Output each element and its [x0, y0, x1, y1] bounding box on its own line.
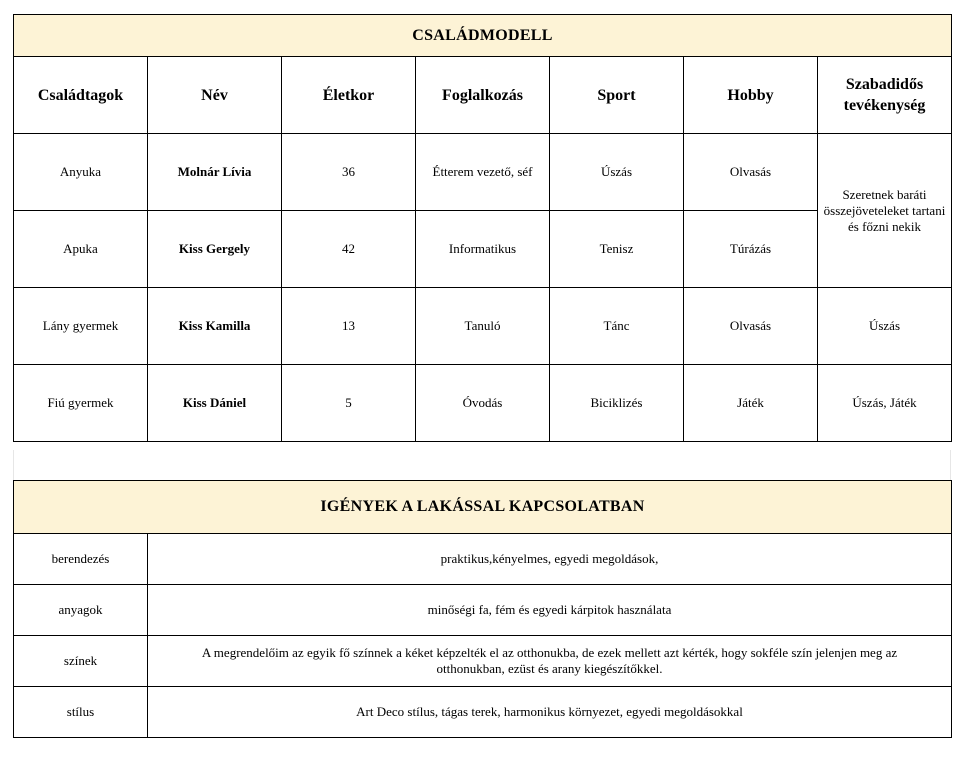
occupation-cell: Óvodás	[416, 365, 550, 442]
table-row-daughter	[14, 288, 952, 365]
table-row-style	[14, 687, 952, 738]
sport-cell: Tánc	[550, 288, 684, 365]
hobby-cell: Játék	[684, 365, 818, 442]
member-cell: Fiú gyermek	[14, 365, 148, 442]
header-occupation: Foglalkozás	[416, 57, 550, 134]
table-row-colors	[14, 636, 952, 687]
name-cell: Molnár Lívia	[148, 134, 282, 211]
table-row-father	[14, 211, 952, 288]
name-cell: Kiss Kamilla	[148, 288, 282, 365]
header-leisure: Szabadidős tevékenység	[818, 57, 952, 134]
member-cell: Lány gyermek	[14, 288, 148, 365]
occupation-cell: Étterem vezető, séf	[416, 134, 550, 211]
need-label: berendezés	[14, 534, 148, 585]
leisure-cell: Úszás, Játék	[818, 365, 952, 442]
sport-cell: Tenisz	[550, 211, 684, 288]
apartment-needs-table	[13, 480, 952, 738]
hobby-cell: Olvasás	[684, 288, 818, 365]
age-cell: 13	[282, 288, 416, 365]
need-value: praktikus,kényelmes, egyedi megoldások,	[148, 534, 952, 585]
header-sport: Sport	[550, 57, 684, 134]
header-hobby: Hobby	[684, 57, 818, 134]
age-cell: 5	[282, 365, 416, 442]
sport-cell: Úszás	[550, 134, 684, 211]
age-cell: 36	[282, 134, 416, 211]
header-name: Név	[148, 57, 282, 134]
need-label: színek	[14, 636, 148, 687]
table-spacer	[13, 450, 951, 480]
needs-table-title: IGÉNYEK A LAKÁSSAL KAPCSOLATBAN	[14, 481, 952, 534]
header-members: Családtagok	[14, 57, 148, 134]
table-row-materials	[14, 585, 952, 636]
occupation-cell: Tanuló	[416, 288, 550, 365]
name-cell: Kiss Gergely	[148, 211, 282, 288]
name-cell: Kiss Dániel	[148, 365, 282, 442]
table-row-mother	[14, 134, 952, 211]
member-cell: Apuka	[14, 211, 148, 288]
need-label: stílus	[14, 687, 148, 738]
family-table-title: CSALÁDMODELL	[14, 15, 952, 57]
member-cell: Anyuka	[14, 134, 148, 211]
hobby-cell: Olvasás	[684, 134, 818, 211]
leisure-cell: Úszás	[818, 288, 952, 365]
need-value: Art Deco stílus, tágas terek, harmonikus környezet, egyedi megoldásokkal	[148, 687, 952, 738]
parents-leisure-cell: Szeretnek baráti összejöveteleket tartani és főzni nekik	[818, 134, 952, 288]
need-value: A megrendelőim az egyik fő színnek a kéket képzelték el az otthonukba, de ezek mellett azt kérték, hogy sokféle szín jelenjen meg az otthonukban, ezüst és arany kiegészítőkkel.	[148, 636, 952, 687]
occupation-cell: Informatikus	[416, 211, 550, 288]
family-model-table	[13, 14, 952, 442]
table-row-furniture	[14, 534, 952, 585]
need-value: minőségi fa, fém és egyedi kárpitok használata	[148, 585, 952, 636]
hobby-cell: Túrázás	[684, 211, 818, 288]
age-cell: 42	[282, 211, 416, 288]
header-age: Életkor	[282, 57, 416, 134]
sport-cell: Biciklizés	[550, 365, 684, 442]
table-row-son	[14, 365, 952, 442]
need-label: anyagok	[14, 585, 148, 636]
